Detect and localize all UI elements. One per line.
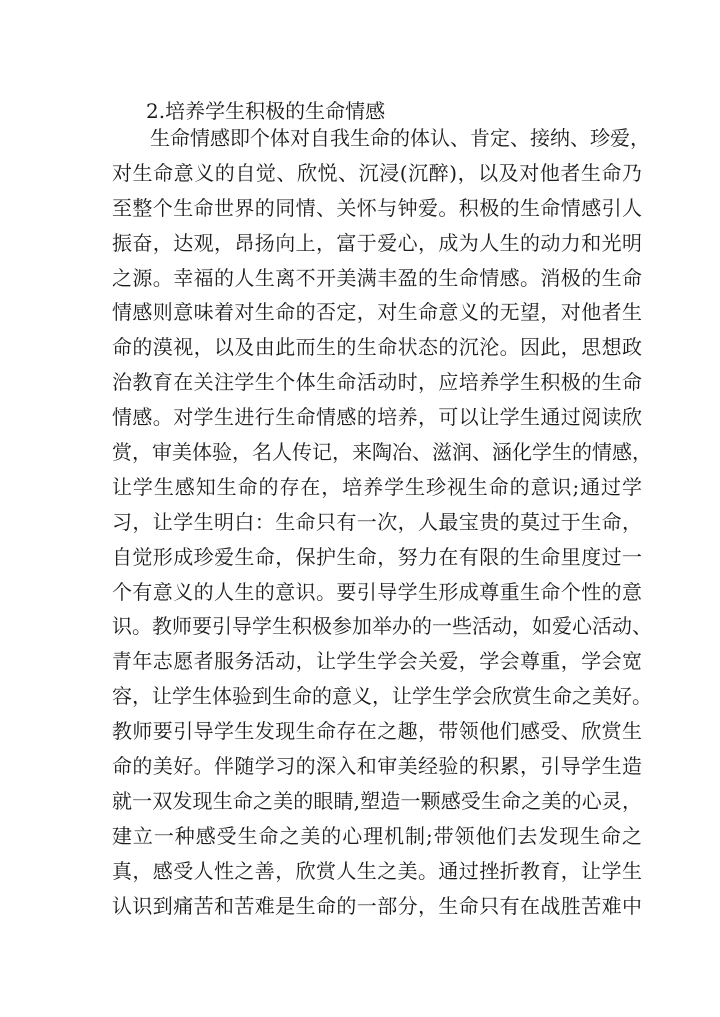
text-line: 命的美好。伴随学习的深入和审美经验的积累，引导学生造 <box>112 754 642 779</box>
text-line: 赏，审美体验，名人传记，来陶冶、滋润、涵化学生的情感， <box>112 440 652 465</box>
body-paragraph <box>112 121 652 923</box>
text-line: 认识到痛苦和苦难是生命的一部分，生命只有在战胜苦难中 <box>112 893 642 918</box>
text-line: 让学生感知生命的存在，培养学生珍视生命的意识;通过学 <box>112 474 642 499</box>
text-line: 真，感受人性之善，欣赏人生之美。通过挫折教育，让学生 <box>112 858 642 883</box>
text-line: 青年志愿者服务活动，让学生学会关爱，学会尊重，学会宽 <box>112 649 642 674</box>
text-line: 教师要引导学生发现生命存在之趣，带领他们感受、欣赏生 <box>112 719 642 744</box>
text-line: 容，让学生体验到生命的意义，让学生学会欣赏生命之美好。 <box>112 684 652 709</box>
text-line: 对生命意义的自觉、欣悦、沉浸(沉醉)，以及对他者生命乃 <box>112 160 642 185</box>
text-line: 治教育在关注学生个体生命活动时，应培养学生积极的生命 <box>112 370 642 395</box>
text-line: 个有意义的人生的意识。要引导学生形成尊重生命个性的意 <box>112 579 642 604</box>
text-line: 自觉形成珍爱生命，保护生命，努力在有限的生命里度过一 <box>112 544 642 569</box>
text-line: 振奋，达观，昂扬向上，富于爱心，成为人生的动力和光明 <box>112 230 642 255</box>
text-line: 建立一种感受生命之美的心理机制;带领他们去发现生命之 <box>112 823 642 848</box>
text-line: 就一双发现生命之美的眼睛,塑造一颗感受生命之美的心灵， <box>112 788 642 813</box>
text-line: 情感。对学生进行生命情感的培养，可以让学生通过阅读欣 <box>112 405 642 430</box>
text-line: 情感则意味着对生命的否定，对生命意义的无望，对他者生 <box>112 300 642 325</box>
text-line: 之源。幸福的人生离不开美满丰盈的生命情感。消极的生命 <box>112 265 642 290</box>
text-line: 至整个生命世界的同情、关怀与钟爱。积极的生命情感引人 <box>112 195 642 220</box>
text-line: 识。教师要引导学生积极参加举办的一些活动，如爱心活动、 <box>112 614 652 639</box>
section-heading: 2.培养学生积极的生命情感 <box>146 99 386 123</box>
text-line: 习，让学生明白：生命只有一次，人最宝贵的莫过于生命， <box>112 509 642 534</box>
text-line: 生命情感即个体对自我生命的体认、肯定、接纳、珍爱， <box>150 126 650 150</box>
text-line: 命的漠视，以及由此而生的生命状态的沉沦。因此，思想政 <box>112 335 642 360</box>
